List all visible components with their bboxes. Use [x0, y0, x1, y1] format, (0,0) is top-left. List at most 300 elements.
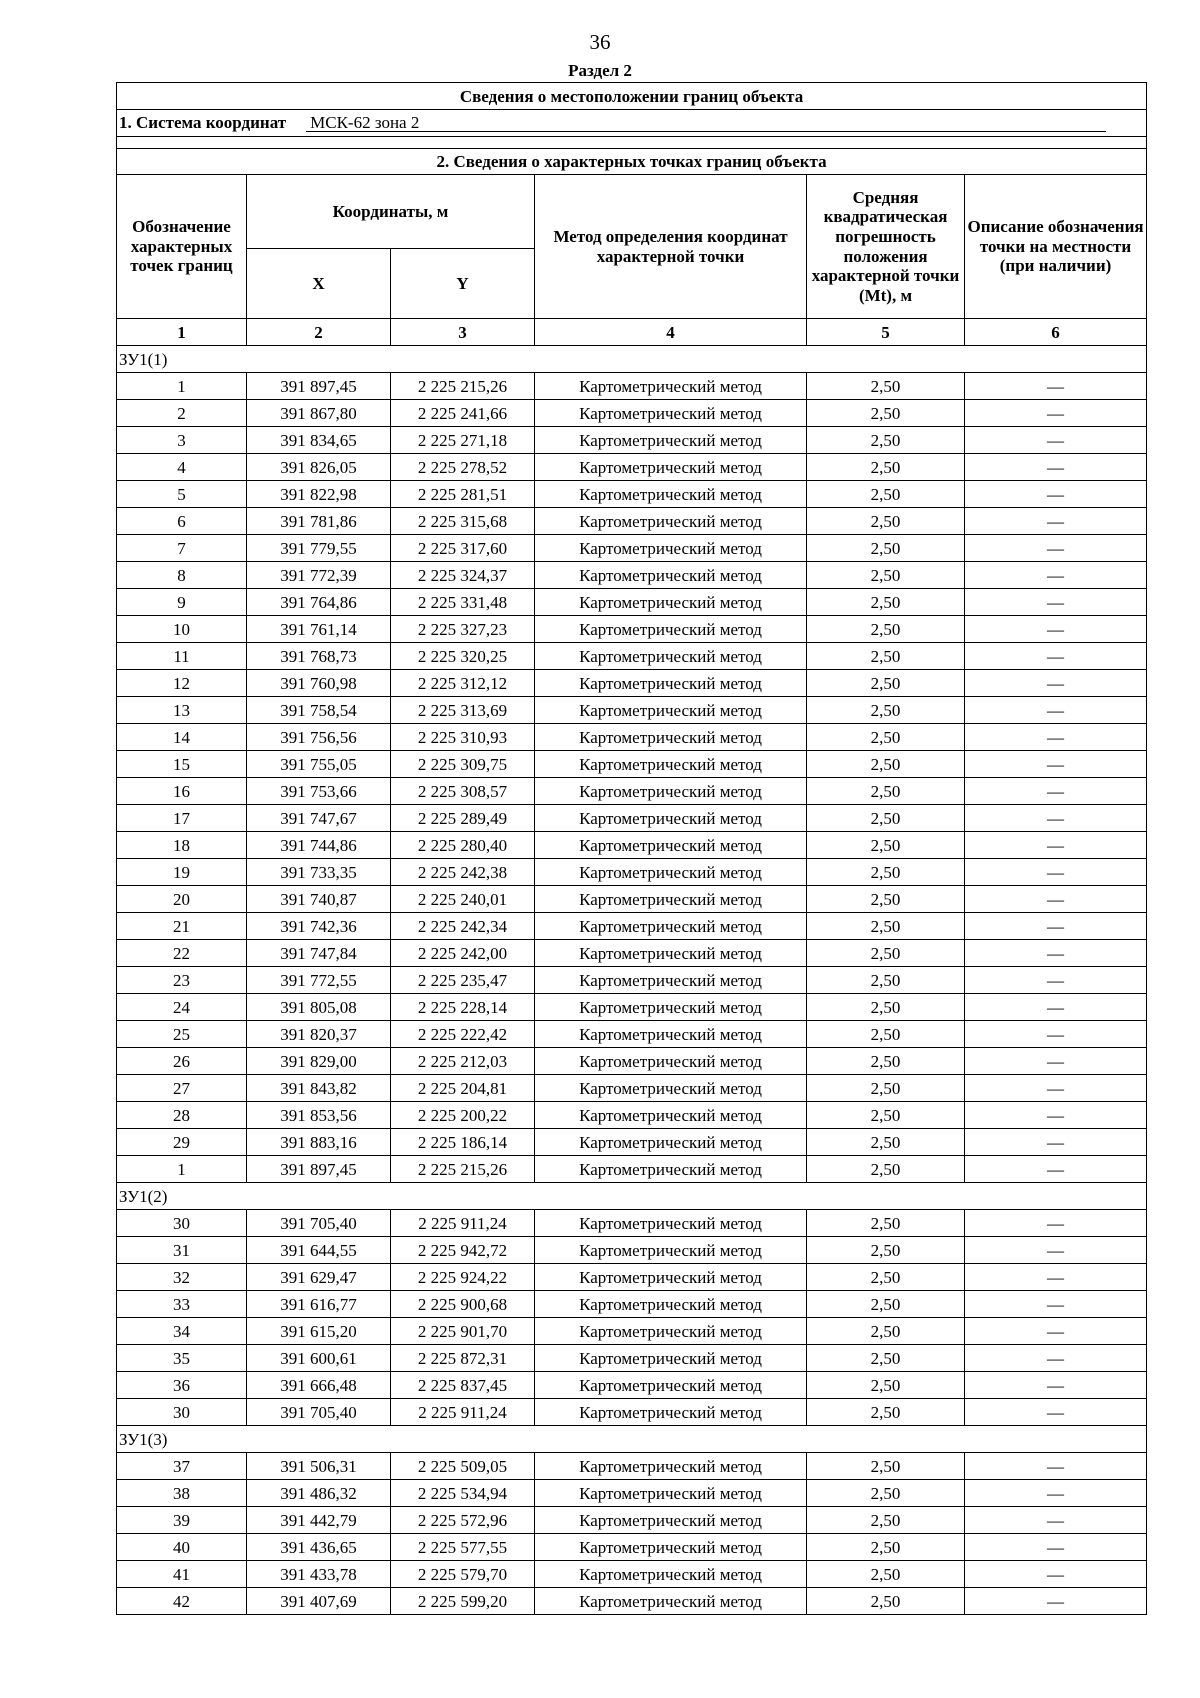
method-cell: Картометрический метод	[535, 724, 807, 751]
point-number-cell: 1	[117, 1156, 247, 1183]
description-cell: —	[965, 805, 1147, 832]
description-cell: —	[965, 481, 1147, 508]
coord-y-cell: 2 225 331,48	[391, 589, 535, 616]
accuracy-cell: 2,50	[807, 1318, 965, 1345]
coord-y-cell: 2 225 312,12	[391, 670, 535, 697]
table-row	[117, 697, 1147, 724]
table-row	[117, 589, 1147, 616]
point-number-cell: 38	[117, 1480, 247, 1507]
coord-y-cell: 2 225 320,25	[391, 643, 535, 670]
table-row	[117, 1156, 1147, 1183]
accuracy-cell: 2,50	[807, 589, 965, 616]
table-row	[117, 535, 1147, 562]
description-cell: —	[965, 589, 1147, 616]
point-number-cell: 20	[117, 886, 247, 913]
table-row	[117, 1291, 1147, 1318]
coord-y-cell: 2 225 534,94	[391, 1480, 535, 1507]
method-cell: Картометрический метод	[535, 454, 807, 481]
accuracy-cell: 2,50	[807, 886, 965, 913]
method-cell: Картометрический метод	[535, 778, 807, 805]
description-cell: —	[965, 616, 1147, 643]
coord-x-cell: 391 768,73	[247, 643, 391, 670]
table-row	[117, 1399, 1147, 1426]
method-cell: Картометрический метод	[535, 1237, 807, 1264]
point-number-cell: 11	[117, 643, 247, 670]
column-number: 3	[391, 319, 535, 346]
table-row	[117, 967, 1147, 994]
description-cell: —	[965, 994, 1147, 1021]
accuracy-cell: 2,50	[807, 1507, 965, 1534]
method-cell: Картометрический метод	[535, 994, 807, 1021]
table-row	[117, 1453, 1147, 1480]
coord-y-cell: 2 225 315,68	[391, 508, 535, 535]
table-row	[117, 805, 1147, 832]
coord-x-cell: 391 705,40	[247, 1210, 391, 1237]
accuracy-cell: 2,50	[807, 1102, 965, 1129]
method-cell: Картометрический метод	[535, 1372, 807, 1399]
point-number-cell: 1	[117, 373, 247, 400]
table-title: Сведения о местоположении границ объекта	[117, 83, 1147, 110]
point-number-cell: 12	[117, 670, 247, 697]
accuracy-cell: 2,50	[807, 670, 965, 697]
table-row	[117, 940, 1147, 967]
coord-y-cell: 2 225 579,70	[391, 1561, 535, 1588]
method-cell: Картометрический метод	[535, 643, 807, 670]
table-row	[117, 670, 1147, 697]
table-row	[117, 1237, 1147, 1264]
method-cell: Картометрический метод	[535, 670, 807, 697]
coord-x-cell: 391 853,56	[247, 1102, 391, 1129]
accuracy-cell: 2,50	[807, 508, 965, 535]
description-cell: —	[965, 1507, 1147, 1534]
coord-x-cell: 391 826,05	[247, 454, 391, 481]
point-number-cell: 42	[117, 1588, 247, 1615]
method-cell: Картометрический метод	[535, 1534, 807, 1561]
description-cell: —	[965, 1453, 1147, 1480]
method-cell: Картометрический метод	[535, 913, 807, 940]
coord-x-cell: 391 744,86	[247, 832, 391, 859]
description-cell: —	[965, 670, 1147, 697]
coord-x-cell: 391 829,00	[247, 1048, 391, 1075]
accuracy-cell: 2,50	[807, 1453, 965, 1480]
accuracy-cell: 2,50	[807, 967, 965, 994]
accuracy-cell: 2,50	[807, 697, 965, 724]
point-number-cell: 30	[117, 1210, 247, 1237]
coord-y-cell: 2 225 599,20	[391, 1588, 535, 1615]
accuracy-cell: 2,50	[807, 1156, 965, 1183]
table-row	[117, 1318, 1147, 1345]
accuracy-cell: 2,50	[807, 400, 965, 427]
description-cell: —	[965, 373, 1147, 400]
point-number-cell: 5	[117, 481, 247, 508]
accuracy-cell: 2,50	[807, 805, 965, 832]
accuracy-cell: 2,50	[807, 1588, 965, 1615]
coord-x-cell: 391 772,39	[247, 562, 391, 589]
header-x: X	[247, 249, 391, 319]
coord-x-cell: 391 442,79	[247, 1507, 391, 1534]
coord-y-cell: 2 225 327,23	[391, 616, 535, 643]
table-row	[117, 1102, 1147, 1129]
point-number-cell: 16	[117, 778, 247, 805]
point-number-cell: 4	[117, 454, 247, 481]
accuracy-cell: 2,50	[807, 481, 965, 508]
accuracy-cell: 2,50	[807, 724, 965, 751]
header-description: Описание обозначения точки на местности (при наличии)	[965, 175, 1147, 319]
table-row	[117, 1534, 1147, 1561]
coord-x-cell: 391 755,05	[247, 751, 391, 778]
method-cell: Картометрический метод	[535, 940, 807, 967]
method-cell: Картометрический метод	[535, 1210, 807, 1237]
method-cell: Картометрический метод	[535, 832, 807, 859]
method-cell: Картометрический метод	[535, 589, 807, 616]
accuracy-cell: 2,50	[807, 1210, 965, 1237]
table-row	[117, 373, 1147, 400]
coord-x-cell: 391 897,45	[247, 1156, 391, 1183]
description-cell: —	[965, 643, 1147, 670]
method-cell: Картометрический метод	[535, 1588, 807, 1615]
table-row	[117, 913, 1147, 940]
table-row	[117, 427, 1147, 454]
coord-y-cell: 2 225 200,22	[391, 1102, 535, 1129]
accuracy-cell: 2,50	[807, 1345, 965, 1372]
column-number: 6	[965, 319, 1147, 346]
coord-x-cell: 391 753,66	[247, 778, 391, 805]
section-title: Раздел 2	[568, 61, 632, 80]
point-number-cell: 32	[117, 1264, 247, 1291]
coord-y-cell: 2 225 222,42	[391, 1021, 535, 1048]
coord-x-cell: 391 644,55	[247, 1237, 391, 1264]
table-row	[117, 1561, 1147, 1588]
header-row-1	[117, 175, 1147, 249]
group-row	[117, 346, 1147, 373]
coord-x-cell: 391 666,48	[247, 1372, 391, 1399]
point-number-cell: 24	[117, 994, 247, 1021]
accuracy-cell: 2,50	[807, 535, 965, 562]
table-row	[117, 859, 1147, 886]
coord-x-cell: 391 629,47	[247, 1264, 391, 1291]
point-number-cell: 9	[117, 589, 247, 616]
coord-y-cell: 2 225 281,51	[391, 481, 535, 508]
table-row	[117, 454, 1147, 481]
accuracy-cell: 2,50	[807, 562, 965, 589]
points-title-row	[117, 149, 1147, 175]
description-cell: —	[965, 1588, 1147, 1615]
coord-y-cell: 2 225 942,72	[391, 1237, 535, 1264]
description-cell: —	[965, 535, 1147, 562]
coord-y-cell: 2 225 215,26	[391, 373, 535, 400]
description-cell: —	[965, 454, 1147, 481]
accuracy-cell: 2,50	[807, 1237, 965, 1264]
point-number-cell: 21	[117, 913, 247, 940]
point-number-cell: 31	[117, 1237, 247, 1264]
accuracy-cell: 2,50	[807, 427, 965, 454]
accuracy-cell: 2,50	[807, 832, 965, 859]
coord-y-cell: 2 225 228,14	[391, 994, 535, 1021]
description-cell: —	[965, 508, 1147, 535]
coord-y-cell: 2 225 204,81	[391, 1075, 535, 1102]
table-row	[117, 400, 1147, 427]
coord-y-cell: 2 225 901,70	[391, 1318, 535, 1345]
group-name: ЗУ1(3)	[117, 1426, 1147, 1453]
method-cell: Картометрический метод	[535, 400, 807, 427]
coord-y-cell: 2 225 572,96	[391, 1507, 535, 1534]
point-number-cell: 39	[117, 1507, 247, 1534]
table-row	[117, 508, 1147, 535]
description-cell: —	[965, 1129, 1147, 1156]
spacer-row	[117, 137, 1147, 149]
table-row	[117, 1075, 1147, 1102]
description-cell: —	[965, 1210, 1147, 1237]
accuracy-cell: 2,50	[807, 1264, 965, 1291]
column-number: 4	[535, 319, 807, 346]
coord-x-cell: 391 733,35	[247, 859, 391, 886]
method-cell: Картометрический метод	[535, 1129, 807, 1156]
accuracy-cell: 2,50	[807, 1399, 965, 1426]
table-row	[117, 1129, 1147, 1156]
coord-y-cell: 2 225 240,01	[391, 886, 535, 913]
table-row	[117, 616, 1147, 643]
table-row	[117, 1588, 1147, 1615]
coord-y-cell: 2 225 837,45	[391, 1372, 535, 1399]
coord-y-cell: 2 225 280,40	[391, 832, 535, 859]
method-cell: Картометрический метод	[535, 373, 807, 400]
description-cell: —	[965, 940, 1147, 967]
coord-x-cell: 391 742,36	[247, 913, 391, 940]
description-cell: —	[965, 1021, 1147, 1048]
coord-y-cell: 2 225 289,49	[391, 805, 535, 832]
coord-x-cell: 391 867,80	[247, 400, 391, 427]
point-number-cell: 35	[117, 1345, 247, 1372]
coord-x-cell: 391 883,16	[247, 1129, 391, 1156]
point-number-cell: 23	[117, 967, 247, 994]
group-name: ЗУ1(1)	[117, 346, 1147, 373]
point-number-cell: 10	[117, 616, 247, 643]
coord-x-cell: 391 600,61	[247, 1345, 391, 1372]
coord-x-cell: 391 779,55	[247, 535, 391, 562]
coord-y-cell: 2 225 215,26	[391, 1156, 535, 1183]
coord-y-cell: 2 225 900,68	[391, 1291, 535, 1318]
method-cell: Картометрический метод	[535, 1102, 807, 1129]
coord-y-cell: 2 225 577,55	[391, 1534, 535, 1561]
coord-y-cell: 2 225 324,37	[391, 562, 535, 589]
coord-y-cell: 2 225 241,66	[391, 400, 535, 427]
table-row	[117, 1210, 1147, 1237]
point-number-cell: 33	[117, 1291, 247, 1318]
accuracy-cell: 2,50	[807, 778, 965, 805]
point-number-cell: 40	[117, 1534, 247, 1561]
accuracy-cell: 2,50	[807, 913, 965, 940]
coord-x-cell: 391 820,37	[247, 1021, 391, 1048]
point-number-cell: 15	[117, 751, 247, 778]
coord-y-cell: 2 225 310,93	[391, 724, 535, 751]
coordinate-system-value: МСК-62 зона 2	[306, 114, 1106, 132]
table-row	[117, 1264, 1147, 1291]
point-number-cell: 37	[117, 1453, 247, 1480]
table-row	[117, 751, 1147, 778]
description-cell: —	[965, 400, 1147, 427]
method-cell: Картометрический метод	[535, 508, 807, 535]
method-cell: Картометрический метод	[535, 697, 807, 724]
table-row	[117, 481, 1147, 508]
accuracy-cell: 2,50	[807, 1561, 965, 1588]
header-coordinates: Координаты, м	[247, 175, 535, 249]
table-row	[117, 1345, 1147, 1372]
table-row	[117, 832, 1147, 859]
accuracy-cell: 2,50	[807, 616, 965, 643]
point-number-cell: 8	[117, 562, 247, 589]
point-number-cell: 26	[117, 1048, 247, 1075]
description-cell: —	[965, 1048, 1147, 1075]
point-number-cell: 14	[117, 724, 247, 751]
coord-x-cell: 391 705,40	[247, 1399, 391, 1426]
method-cell: Картометрический метод	[535, 1291, 807, 1318]
coord-y-cell: 2 225 271,18	[391, 427, 535, 454]
page-number: 36	[589, 30, 611, 54]
description-cell: —	[965, 1075, 1147, 1102]
description-cell: —	[965, 751, 1147, 778]
point-number-cell: 22	[117, 940, 247, 967]
coord-x-cell: 391 747,84	[247, 940, 391, 967]
method-cell: Картометрический метод	[535, 886, 807, 913]
table-row	[117, 994, 1147, 1021]
coord-y-cell: 2 225 317,60	[391, 535, 535, 562]
coord-x-cell: 391 805,08	[247, 994, 391, 1021]
point-number-cell: 29	[117, 1129, 247, 1156]
method-cell: Картометрический метод	[535, 1075, 807, 1102]
group-name: ЗУ1(2)	[117, 1183, 1147, 1210]
description-cell: —	[965, 1399, 1147, 1426]
header-accuracy: Средняя квадратическая погрешность положения характерной точки (Mt), м	[807, 175, 965, 319]
coord-y-cell: 2 225 911,24	[391, 1399, 535, 1426]
method-cell: Картометрический метод	[535, 535, 807, 562]
table-row	[117, 1021, 1147, 1048]
coord-y-cell: 2 225 872,31	[391, 1345, 535, 1372]
description-cell: —	[965, 427, 1147, 454]
method-cell: Картометрический метод	[535, 1480, 807, 1507]
description-cell: —	[965, 1345, 1147, 1372]
coord-x-cell: 391 843,82	[247, 1075, 391, 1102]
accuracy-cell: 2,50	[807, 859, 965, 886]
coord-y-cell: 2 225 509,05	[391, 1453, 535, 1480]
method-cell: Картометрический метод	[535, 1345, 807, 1372]
coord-x-cell: 391 506,31	[247, 1453, 391, 1480]
accuracy-cell: 2,50	[807, 1480, 965, 1507]
description-cell: —	[965, 1102, 1147, 1129]
method-cell: Картометрический метод	[535, 1318, 807, 1345]
accuracy-cell: 2,50	[807, 643, 965, 670]
table-row	[117, 778, 1147, 805]
description-cell: —	[965, 724, 1147, 751]
method-cell: Картометрический метод	[535, 1264, 807, 1291]
group-row	[117, 1183, 1147, 1210]
point-number-cell: 18	[117, 832, 247, 859]
coord-y-cell: 2 225 309,75	[391, 751, 535, 778]
point-number-cell: 6	[117, 508, 247, 535]
group-row	[117, 1426, 1147, 1453]
coordinate-system-label: 1. Система координат	[119, 113, 287, 132]
coord-y-cell: 2 225 278,52	[391, 454, 535, 481]
description-cell: —	[965, 859, 1147, 886]
description-cell: —	[965, 778, 1147, 805]
method-cell: Картометрический метод	[535, 859, 807, 886]
coord-x-cell: 391 764,86	[247, 589, 391, 616]
column-number: 5	[807, 319, 965, 346]
coord-x-cell: 391 834,65	[247, 427, 391, 454]
method-cell: Картометрический метод	[535, 751, 807, 778]
point-number-cell: 27	[117, 1075, 247, 1102]
table-row	[117, 1048, 1147, 1075]
table-row	[117, 1372, 1147, 1399]
coord-x-cell: 391 758,54	[247, 697, 391, 724]
coord-x-cell: 391 781,86	[247, 508, 391, 535]
point-number-cell: 13	[117, 697, 247, 724]
method-cell: Картометрический метод	[535, 1156, 807, 1183]
column-number: 1	[117, 319, 247, 346]
point-number-cell: 34	[117, 1318, 247, 1345]
coord-x-cell: 391 433,78	[247, 1561, 391, 1588]
method-cell: Картометрический метод	[535, 616, 807, 643]
description-cell: —	[965, 1237, 1147, 1264]
accuracy-cell: 2,50	[807, 1372, 965, 1399]
method-cell: Картометрический метод	[535, 1048, 807, 1075]
points-title: 2. Сведения о характерных точках границ объекта	[117, 149, 1147, 175]
column-number: 2	[247, 319, 391, 346]
coord-y-cell: 2 225 212,03	[391, 1048, 535, 1075]
description-cell: —	[965, 1480, 1147, 1507]
accuracy-cell: 2,50	[807, 994, 965, 1021]
coord-y-cell: 2 225 242,00	[391, 940, 535, 967]
coord-x-cell: 391 772,55	[247, 967, 391, 994]
accuracy-cell: 2,50	[807, 1534, 965, 1561]
point-number-cell: 2	[117, 400, 247, 427]
accuracy-cell: 2,50	[807, 1075, 965, 1102]
coord-y-cell: 2 225 235,47	[391, 967, 535, 994]
point-number-cell: 3	[117, 427, 247, 454]
method-cell: Картометрический метод	[535, 427, 807, 454]
table-row	[117, 1507, 1147, 1534]
table-title-row	[117, 83, 1147, 110]
description-cell: —	[965, 886, 1147, 913]
coord-x-cell: 391 436,65	[247, 1534, 391, 1561]
coordinate-system-row	[117, 110, 1147, 137]
description-cell: —	[965, 1561, 1147, 1588]
header-y: Y	[391, 249, 535, 319]
coord-y-cell: 2 225 924,22	[391, 1264, 535, 1291]
point-number-cell: 19	[117, 859, 247, 886]
coord-x-cell: 391 740,87	[247, 886, 391, 913]
point-number-cell: 28	[117, 1102, 247, 1129]
point-number-cell: 25	[117, 1021, 247, 1048]
description-cell: —	[965, 1318, 1147, 1345]
accuracy-cell: 2,50	[807, 1129, 965, 1156]
description-cell: —	[965, 1372, 1147, 1399]
point-number-cell: 7	[117, 535, 247, 562]
table-row	[117, 886, 1147, 913]
boundary-points-table	[116, 82, 1147, 1615]
description-cell: —	[965, 1264, 1147, 1291]
method-cell: Картометрический метод	[535, 481, 807, 508]
spacer-cell	[117, 137, 1147, 149]
header-method: Метод определения координат характерной точки	[535, 175, 807, 319]
accuracy-cell: 2,50	[807, 940, 965, 967]
point-number-cell: 36	[117, 1372, 247, 1399]
coord-x-cell: 391 897,45	[247, 373, 391, 400]
method-cell: Картометрический метод	[535, 1399, 807, 1426]
description-cell: —	[965, 697, 1147, 724]
coord-x-cell: 391 616,77	[247, 1291, 391, 1318]
description-cell: —	[965, 562, 1147, 589]
coord-x-cell: 391 615,20	[247, 1318, 391, 1345]
